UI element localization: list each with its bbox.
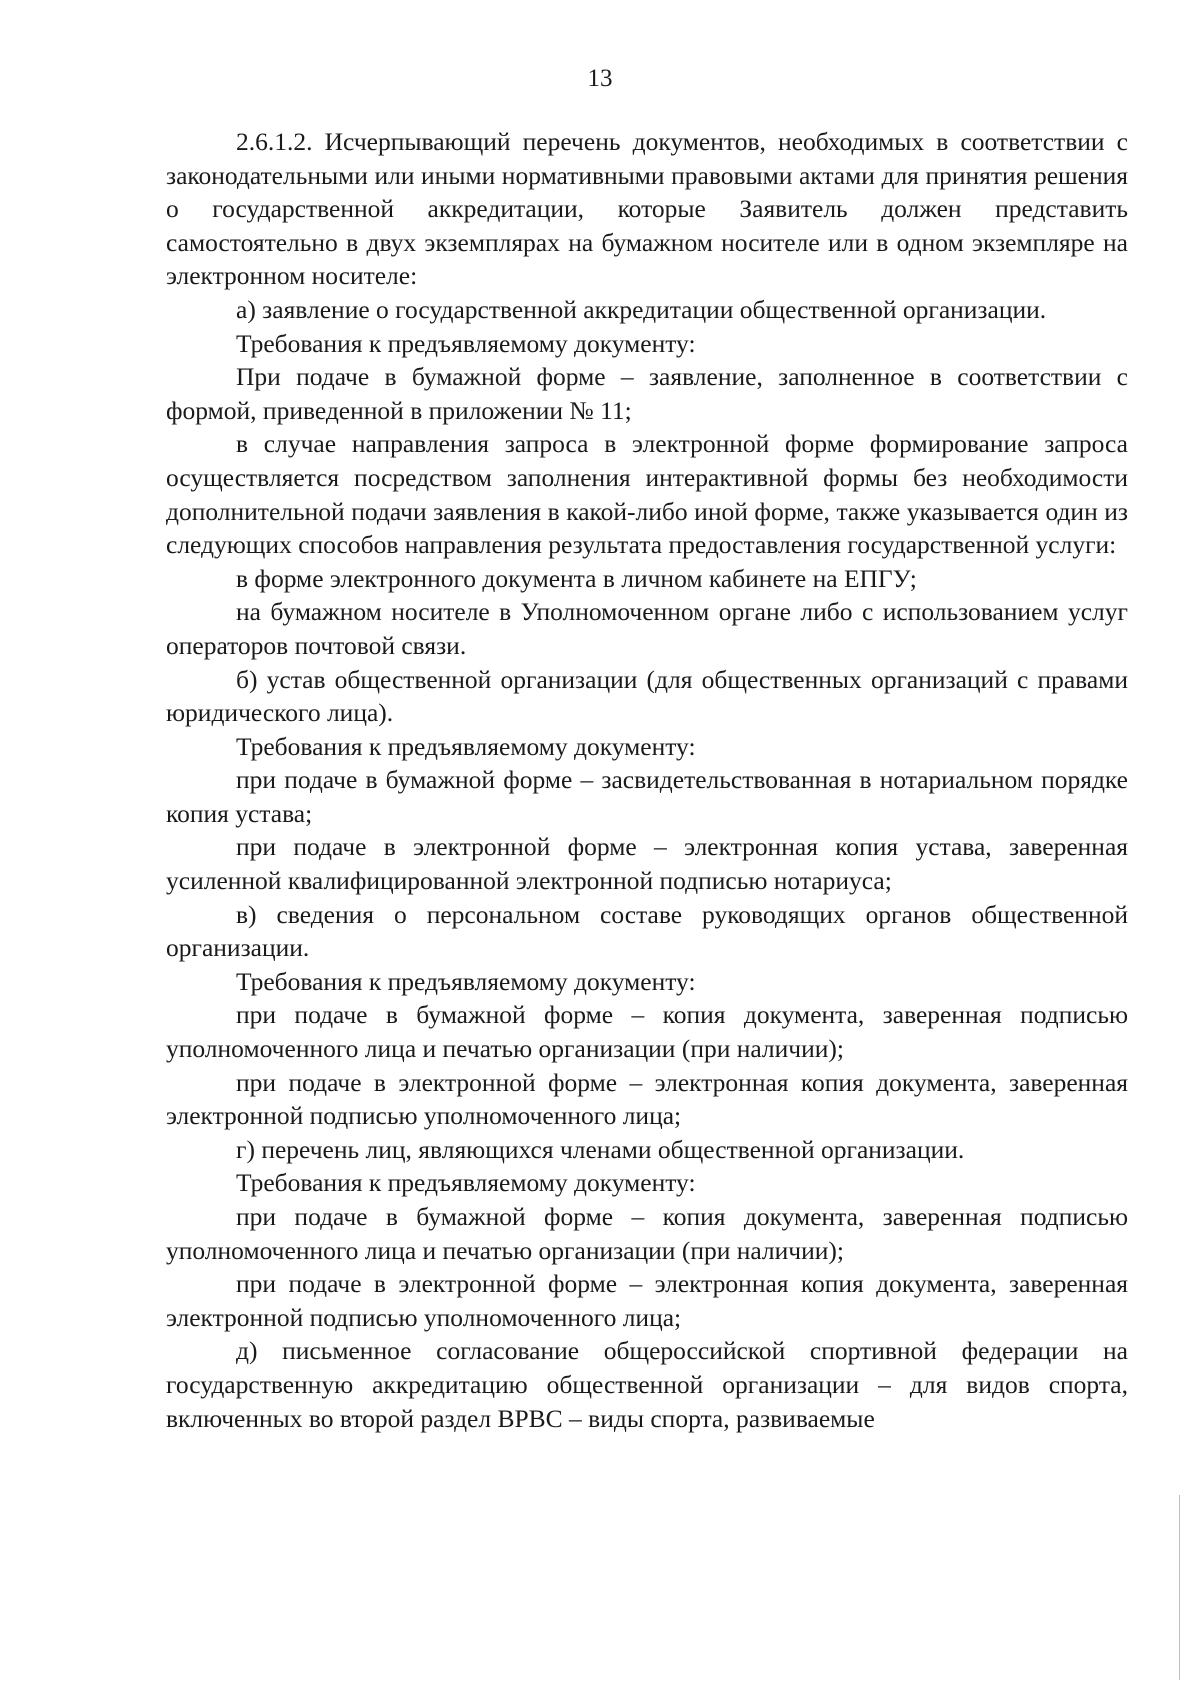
paragraph-paper-form: при подаче в бумажной форме – засвидетельствованная в нотариальном порядке копия устава; [166,765,1128,828]
paragraph-paper-form: при подаче в бумажной форме – копия документа, заверенная подписью уполномоченного лица и печатью организации (при наличии); [166,1000,1128,1064]
paragraph-item-v: в) сведения о персональном составе руководящих органов общественной организации. [166,899,1128,963]
paragraph-requirements: Требования к предъявляемому документу: [236,1168,696,1198]
paragraph-requirements: Требования к предъявляемому документу: [236,966,696,996]
paragraph-paper-form: при подаче в бумажной форме – копия документа, заверенная подписью уполномоченного лица и печатью организации (при наличии); [166,1202,1128,1265]
paragraph-epgu-cabinet: в форме электронного документа в личном кабинете на ЕПГУ; [236,563,917,593]
paragraph-paper-form: При подаче в бумажной форме – заявление, заполненное в соответствии с формой, приведенной в приложении № 11; [166,362,1128,425]
paragraph-item-a: а) заявление о государственной аккредитации общественной организации. [236,294,1047,324]
scan-edge-line [1179,1495,1180,1680]
paragraph-paper-carrier: на бумажном носителе в Уполномоченном органе либо с использованием услуг операторов почтовой связи. [166,597,1128,660]
paragraph-electronic-form: при подаче в электронной форме – электронная копия документа, заверенная электронной подписью уполномоченного лица; [166,1269,1128,1332]
paragraph-electronic-form: при подаче в электронной форме – электронная копия устава, заверенная усиленной квалифицированной электронной подписью нотариуса; [166,832,1128,896]
paragraph-electronic-form: при подаче в электронной форме – электронная копия документа, заверенная электронной подписью уполномоченного лица; [166,1067,1128,1131]
paragraph-item-g: г) перечень лиц, являющихся членами общественной организации. [236,1134,965,1164]
paragraph-item-d: д) письменное согласование общероссийской спортивной федерации на государственную аккредитацию общественной организации – для видов спорта, включенных во второй раздел ВРВС – виды спорта, развиваемые [166,1336,1128,1433]
document-body [166,125,1128,1435]
paragraph-requirements: Требования к предъявляемому документу: [236,328,696,358]
paragraph-2-6-1-2: 2.6.1.2. Исчерпывающий перечень документов, необходимых в соответствии с законодательными или иными нормативными правовыми актами для принятия решения о государственной аккредитации, которые Заявитель должен представить самостоятельно в двух экземплярах на бумажном носителе или в одном экземпляре на электронном носителе: [166,127,1128,291]
paragraph-requirements: Требования к предъявляемому документу: [236,731,696,761]
paragraph-electronic-request: в случае направления запроса в электронной форме формирование запроса осуществляется посредством заполнения интерактивной формы без необходимости дополнительной подачи заявления в какой-либо иной форме, также указывается один из следующих способов направления результата предоставления государственной услуги: [166,429,1128,560]
page-number: 13 [587,65,613,92]
paragraph-item-b: б) устав общественной организации (для общественных организаций с правами юридического лица). [166,664,1128,728]
